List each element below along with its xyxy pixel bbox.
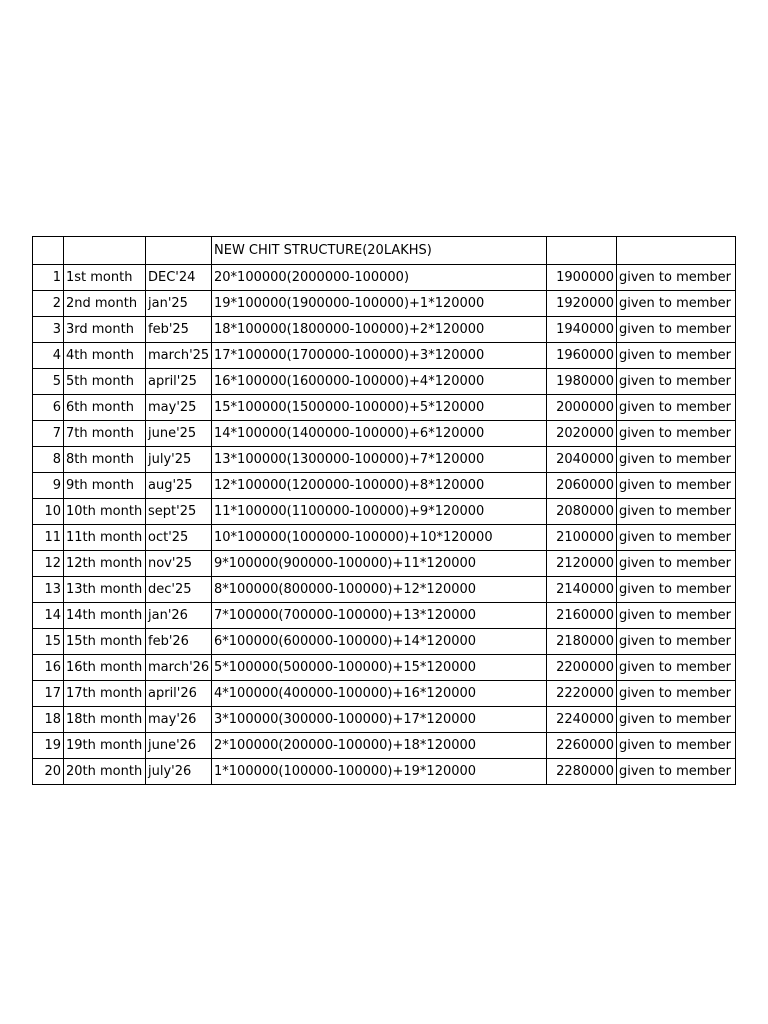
note-cell: given to member <box>617 343 736 369</box>
row-number-cell: 16 <box>33 655 64 681</box>
table-row <box>33 369 736 395</box>
amount-cell: 1980000 <box>547 369 617 395</box>
note-cell: given to member <box>617 421 736 447</box>
formula-cell: 5*100000(500000-100000)+15*120000 <box>212 655 547 681</box>
table-row <box>33 343 736 369</box>
note-cell: given to member <box>617 395 736 421</box>
amount-cell: 2260000 <box>547 733 617 759</box>
formula-cell: 6*100000(600000-100000)+14*120000 <box>212 629 547 655</box>
row-number-cell: 18 <box>33 707 64 733</box>
amount-cell: 2080000 <box>547 499 617 525</box>
formula-cell: 16*100000(1600000-100000)+4*120000 <box>212 369 547 395</box>
table-row <box>33 473 736 499</box>
month-cell: 6th month <box>64 395 146 421</box>
date-cell: sept'25 <box>146 499 212 525</box>
header-cell-empty <box>33 237 64 265</box>
date-cell: july'25 <box>146 447 212 473</box>
month-cell: 9th month <box>64 473 146 499</box>
table-row <box>33 655 736 681</box>
table-row <box>33 551 736 577</box>
formula-cell: 4*100000(400000-100000)+16*120000 <box>212 681 547 707</box>
month-cell: 10th month <box>64 499 146 525</box>
table-row <box>33 577 736 603</box>
row-number-cell: 19 <box>33 733 64 759</box>
formula-cell: 2*100000(200000-100000)+18*120000 <box>212 733 547 759</box>
formula-cell: 7*100000(700000-100000)+13*120000 <box>212 603 547 629</box>
row-number-cell: 11 <box>33 525 64 551</box>
table-row <box>33 317 736 343</box>
note-cell: given to member <box>617 629 736 655</box>
row-number-cell: 10 <box>33 499 64 525</box>
month-cell: 15th month <box>64 629 146 655</box>
formula-cell: 13*100000(1300000-100000)+7*120000 <box>212 447 547 473</box>
date-cell: june'25 <box>146 421 212 447</box>
amount-cell: 1900000 <box>547 265 617 291</box>
month-cell: 7th month <box>64 421 146 447</box>
date-cell: jan'25 <box>146 291 212 317</box>
row-number-cell: 6 <box>33 395 64 421</box>
date-cell: april'25 <box>146 369 212 395</box>
table-row <box>33 499 736 525</box>
month-cell: 17th month <box>64 681 146 707</box>
note-cell: given to member <box>617 499 736 525</box>
table-row <box>33 265 736 291</box>
date-cell: dec'25 <box>146 577 212 603</box>
month-cell: 11th month <box>64 525 146 551</box>
date-cell: june'26 <box>146 733 212 759</box>
amount-cell: 2100000 <box>547 525 617 551</box>
row-number-cell: 7 <box>33 421 64 447</box>
table-row <box>33 603 736 629</box>
note-cell: given to member <box>617 551 736 577</box>
amount-cell: 1940000 <box>547 317 617 343</box>
row-number-cell: 4 <box>33 343 64 369</box>
formula-cell: 1*100000(100000-100000)+19*120000 <box>212 759 547 785</box>
amount-cell: 1960000 <box>547 343 617 369</box>
note-cell: given to member <box>617 707 736 733</box>
month-cell: 12th month <box>64 551 146 577</box>
formula-cell: 20*100000(2000000-100000) <box>212 265 547 291</box>
date-cell: oct'25 <box>146 525 212 551</box>
date-cell: feb'25 <box>146 317 212 343</box>
note-cell: given to member <box>617 681 736 707</box>
chit-structure-table <box>32 236 736 785</box>
month-cell: 5th month <box>64 369 146 395</box>
month-cell: 20th month <box>64 759 146 785</box>
table-row <box>33 733 736 759</box>
note-cell: given to member <box>617 655 736 681</box>
table-row <box>33 395 736 421</box>
month-cell: 16th month <box>64 655 146 681</box>
row-number-cell: 20 <box>33 759 64 785</box>
month-cell: 8th month <box>64 447 146 473</box>
amount-cell: 2140000 <box>547 577 617 603</box>
date-cell: april'26 <box>146 681 212 707</box>
amount-cell: 2280000 <box>547 759 617 785</box>
formula-cell: 9*100000(900000-100000)+11*120000 <box>212 551 547 577</box>
month-cell: 18th month <box>64 707 146 733</box>
row-number-cell: 1 <box>33 265 64 291</box>
date-cell: DEC'24 <box>146 265 212 291</box>
formula-cell: 8*100000(800000-100000)+12*120000 <box>212 577 547 603</box>
note-cell: given to member <box>617 291 736 317</box>
table-row <box>33 291 736 317</box>
header-row <box>33 237 736 265</box>
month-cell: 13th month <box>64 577 146 603</box>
amount-cell: 2180000 <box>547 629 617 655</box>
table-row <box>33 629 736 655</box>
header-cell-empty <box>64 237 146 265</box>
date-cell: aug'25 <box>146 473 212 499</box>
amount-cell: 2200000 <box>547 655 617 681</box>
note-cell: given to member <box>617 473 736 499</box>
amount-cell: 2120000 <box>547 551 617 577</box>
formula-cell: 12*100000(1200000-100000)+8*120000 <box>212 473 547 499</box>
month-cell: 14th month <box>64 603 146 629</box>
formula-cell: 3*100000(300000-100000)+17*120000 <box>212 707 547 733</box>
note-cell: given to member <box>617 447 736 473</box>
row-number-cell: 2 <box>33 291 64 317</box>
amount-cell: 2240000 <box>547 707 617 733</box>
note-cell: given to member <box>617 577 736 603</box>
formula-cell: 14*100000(1400000-100000)+6*120000 <box>212 421 547 447</box>
note-cell: given to member <box>617 369 736 395</box>
table-row <box>33 759 736 785</box>
row-number-cell: 8 <box>33 447 64 473</box>
row-number-cell: 13 <box>33 577 64 603</box>
header-cell-empty <box>547 237 617 265</box>
month-cell: 1st month <box>64 265 146 291</box>
date-cell: july'26 <box>146 759 212 785</box>
note-cell: given to member <box>617 759 736 785</box>
note-cell: given to member <box>617 317 736 343</box>
header-cell-empty <box>146 237 212 265</box>
amount-cell: 2000000 <box>547 395 617 421</box>
month-cell: 2nd month <box>64 291 146 317</box>
date-cell: jan'26 <box>146 603 212 629</box>
amount-cell: 2160000 <box>547 603 617 629</box>
date-cell: may'26 <box>146 707 212 733</box>
formula-cell: 11*100000(1100000-100000)+9*120000 <box>212 499 547 525</box>
date-cell: march'26 <box>146 655 212 681</box>
date-cell: march'25 <box>146 343 212 369</box>
formula-cell: 10*100000(1000000-100000)+10*120000 <box>212 525 547 551</box>
amount-cell: 2020000 <box>547 421 617 447</box>
date-cell: nov'25 <box>146 551 212 577</box>
row-number-cell: 5 <box>33 369 64 395</box>
amount-cell: 2040000 <box>547 447 617 473</box>
formula-cell: 19*100000(1900000-100000)+1*120000 <box>212 291 547 317</box>
row-number-cell: 15 <box>33 629 64 655</box>
row-number-cell: 17 <box>33 681 64 707</box>
row-number-cell: 14 <box>33 603 64 629</box>
date-cell: may'25 <box>146 395 212 421</box>
date-cell: feb'26 <box>146 629 212 655</box>
note-cell: given to member <box>617 525 736 551</box>
table-row <box>33 525 736 551</box>
row-number-cell: 9 <box>33 473 64 499</box>
month-cell: 19th month <box>64 733 146 759</box>
note-cell: given to member <box>617 733 736 759</box>
month-cell: 4th month <box>64 343 146 369</box>
amount-cell: 2220000 <box>547 681 617 707</box>
month-cell: 3rd month <box>64 317 146 343</box>
note-cell: given to member <box>617 265 736 291</box>
header-cell-empty <box>617 237 736 265</box>
row-number-cell: 3 <box>33 317 64 343</box>
table-row <box>33 447 736 473</box>
sheet-title: NEW CHIT STRUCTURE(20LAKHS) <box>212 237 547 265</box>
amount-cell: 1920000 <box>547 291 617 317</box>
note-cell: given to member <box>617 603 736 629</box>
table-row <box>33 681 736 707</box>
formula-cell: 18*100000(1800000-100000)+2*120000 <box>212 317 547 343</box>
table-row <box>33 707 736 733</box>
table-row <box>33 421 736 447</box>
row-number-cell: 12 <box>33 551 64 577</box>
amount-cell: 2060000 <box>547 473 617 499</box>
formula-cell: 15*100000(1500000-100000)+5*120000 <box>212 395 547 421</box>
formula-cell: 17*100000(1700000-100000)+3*120000 <box>212 343 547 369</box>
